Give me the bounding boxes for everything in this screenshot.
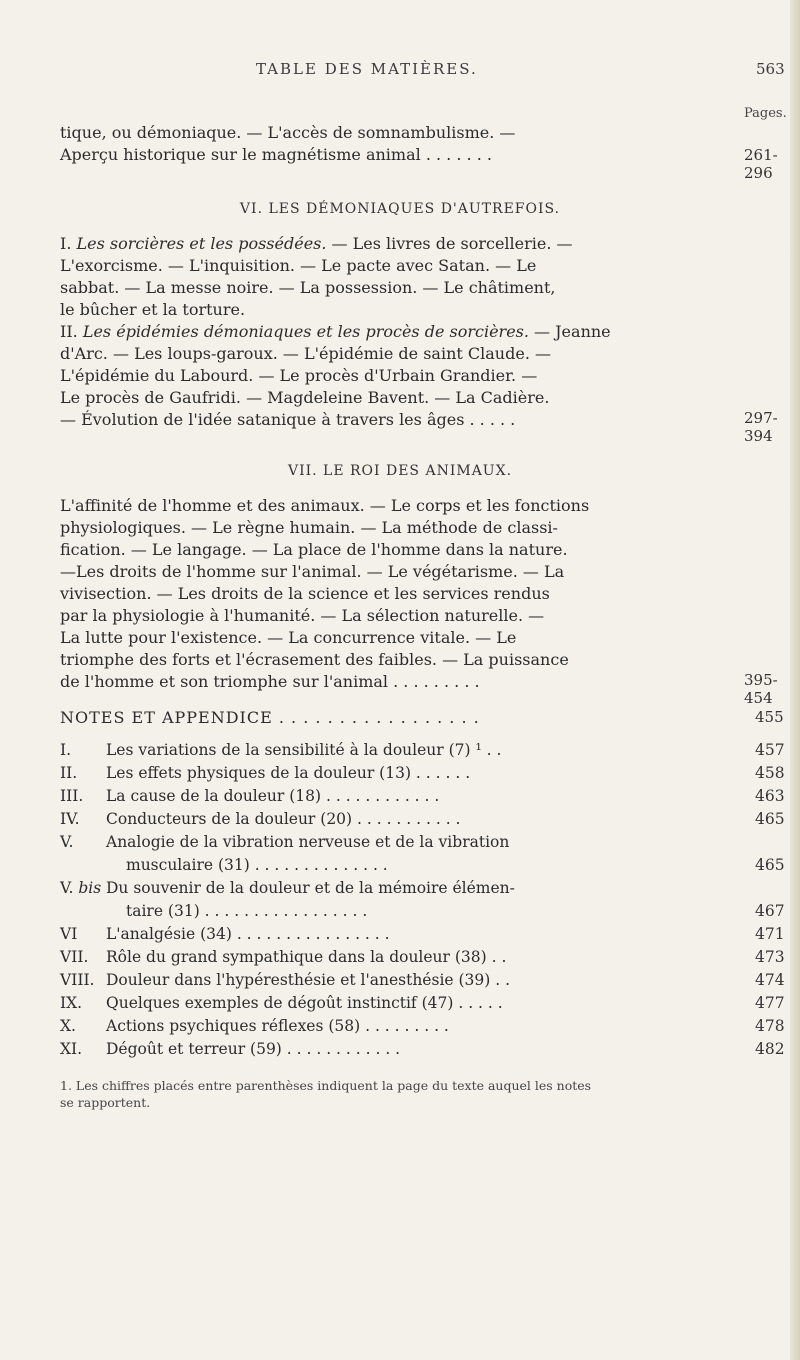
notes-row (60, 879, 780, 901)
notes-row (60, 856, 785, 878)
section-7-page-range: 395-454 (744, 671, 778, 707)
note-number: I. (60, 741, 72, 759)
footnote-line: 1. Les chiffres placés entre parenthèses indiquent la page du texte auquel les notes (60, 1078, 592, 1093)
note-number: X. (60, 1017, 76, 1035)
notes-row (60, 902, 785, 924)
item-title: Les sorcières et les possédées. (76, 234, 327, 253)
item-line: — Évolution de l'idée satanique à travers les âges . . . . . (60, 410, 516, 429)
notes-heading: NOTES ET APPENDICE . . . . . . . . . . . . . . . . . (60, 708, 480, 727)
item-line: le bûcher et la torture. (60, 300, 246, 319)
note-number: IV. (60, 810, 80, 828)
note-text: Les effets physiques de la douleur (13) . . . . . . (106, 764, 471, 782)
item-line: — Jeanne (528, 322, 611, 341)
notes-row (60, 810, 785, 832)
notes-row (60, 764, 785, 786)
item-line: — Les livres de sorcellerie. — (326, 234, 573, 253)
intro-line: tique, ou démoniaque. — L'accès de somnambulisme. — (60, 123, 516, 142)
note-text: musculaire (31) . . . . . . . . . . . . . . (126, 856, 388, 874)
note-number-bis: bis (78, 879, 102, 897)
note-page: 465 (755, 810, 785, 828)
item-line: L'épidémie du Labourd. — Le procès d'Urbain Grandier. — (60, 366, 538, 385)
note-text: Rôle du grand sympathique dans la douleur (38) . . (106, 948, 507, 966)
section-7-line: La lutte pour l'existence. — La concurrence vitale. — Le (60, 628, 517, 647)
section-7-line: —Les droits de l'homme sur l'animal. — Le végétarisme. — La (60, 562, 565, 581)
note-text: Dégoût et terreur (59) . . . . . . . . . . . . (106, 1040, 401, 1058)
footnote (60, 1077, 760, 1111)
item-line: sabbat. — La messe noire. — La possession. — Le châtiment, (60, 278, 556, 297)
note-page: 478 (755, 1017, 785, 1035)
item-title: Les épidémies démoniaques et les procès de sorcières. (82, 322, 529, 341)
section-6-item-1 (60, 233, 744, 321)
section-7-line: physiologiques. — Le règne humain. — La méthode de classi- (60, 518, 558, 537)
notes-page: 455 (755, 708, 784, 726)
notes-row (60, 994, 785, 1016)
note-text: Analogie de la vibration nerveuse et de la vibration (106, 833, 510, 851)
note-page: 482 (755, 1040, 785, 1058)
section-7-line: triomphe des forts et l'écrasement des faibles. — La puissance (60, 650, 569, 669)
note-text: taire (31) . . . . . . . . . . . . . . . . . (126, 902, 368, 920)
note-text: Quelques exemples de dégoût instinctif (47) . . . . . (106, 994, 503, 1012)
note-number: II. (60, 764, 78, 782)
footnote-line: se rapportent. (60, 1095, 151, 1110)
note-page: 465 (755, 856, 785, 874)
item-line: Le procès de Gaufridi. — Magdeleine Bavent. — La Cadière. (60, 388, 550, 407)
note-number: VIII. (60, 971, 95, 989)
section-6-heading: VI. LES DÉMONIAQUES D'AUTREFOIS. (239, 201, 561, 217)
note-number: V. (60, 833, 74, 851)
note-number: IX. (60, 994, 83, 1012)
note-number (60, 879, 101, 897)
pages-column-label: Pages. (744, 106, 787, 121)
item-num: I. (60, 234, 72, 253)
item-line: d'Arc. — Les loups-garoux. — L'épidémie de saint Claude. — (60, 344, 551, 363)
note-text: Du souvenir de la douleur et de la mémoire élémen- (106, 879, 515, 897)
note-page: 474 (755, 971, 785, 989)
section-7-heading: VII. LE ROI DES ANIMAUX. (287, 463, 513, 479)
note-page: 457 (755, 741, 785, 759)
note-number: XI. (60, 1040, 83, 1058)
item-num: II. (60, 322, 78, 341)
note-text: L'analgésie (34) . . . . . . . . . . . . . . . . (106, 925, 390, 943)
section-7-line: par la physiologie à l'humanité. — La sélection naturelle. — (60, 606, 545, 625)
item-line: L'exorcisme. — L'inquisition. — Le pacte avec Satan. — Le (60, 256, 537, 275)
header-page-number: 563 (756, 60, 785, 78)
notes-row (60, 741, 785, 763)
note-number: III. (60, 787, 84, 805)
notes-row (60, 925, 785, 947)
note-page: 467 (755, 902, 785, 920)
note-text: Conducteurs de la douleur (20) . . . . . . . . . . . (106, 810, 461, 828)
section-6-page-range: 297-394 (744, 409, 778, 445)
note-text: Actions psychiques réflexes (58) . . . . . . . . . (106, 1017, 449, 1035)
notes-row (60, 787, 785, 809)
header-title: TABLE DES MATIÈRES. (256, 60, 478, 78)
note-text: La cause de la douleur (18) . . . . . . . . . . . . (106, 787, 440, 805)
notes-row (60, 1017, 785, 1039)
section-7-paragraph (60, 495, 744, 693)
note-text: Douleur dans l'hypéresthésie et l'anesthésie (39) . . (106, 971, 511, 989)
note-number: VII. (60, 948, 89, 966)
intro-page-range: 261-296 (744, 146, 778, 182)
note-number-main: V. (60, 879, 74, 897)
intro-line: Aperçu historique sur le magnétisme animal . . . . . . . (60, 145, 492, 164)
note-page: 477 (755, 994, 785, 1012)
section-7-line: de l'homme et son triomphe sur l'animal . . . . . . . . . (60, 672, 480, 691)
note-page: 458 (755, 764, 785, 782)
notes-row (60, 1040, 785, 1062)
note-number: VI (60, 925, 78, 943)
note-page: 463 (755, 787, 785, 805)
section-7-line: fication. — Le langage. — La place de l'homme dans la nature. (60, 540, 568, 559)
running-header (0, 60, 800, 80)
section-6-item-2 (60, 321, 744, 431)
note-page: 471 (755, 925, 785, 943)
section-7-line: L'affinité de l'homme et des animaux. — Le corps et les fonctions (60, 496, 590, 515)
section-7-line: vivisection. — Les droits de la science et les services rendus (60, 584, 550, 603)
notes-row (60, 971, 785, 993)
intro-paragraph (60, 122, 744, 166)
notes-row (60, 833, 780, 855)
notes-row (60, 948, 785, 970)
note-page: 473 (755, 948, 785, 966)
note-text: Les variations de la sensibilité à la douleur (7) ¹ . . (106, 741, 502, 759)
